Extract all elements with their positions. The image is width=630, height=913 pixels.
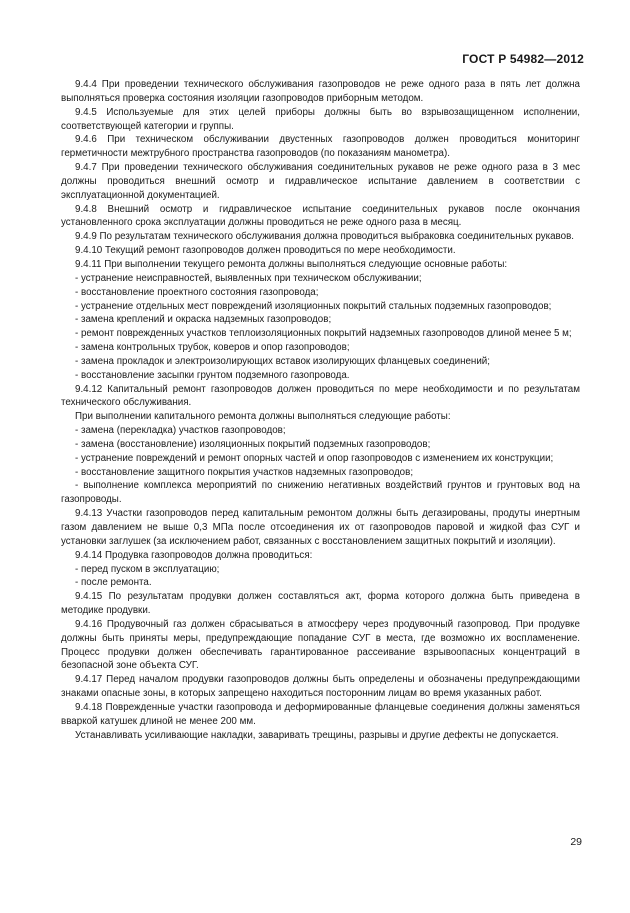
document-header: ГОСТ Р 54982—2012 xyxy=(462,52,584,66)
paragraph: 9.4.11 При выполнении текущего ремонта должны выполняться следующие основные работы: xyxy=(75,258,508,270)
list-item: - ремонт поврежденных участков теплоизоляционных покрытий надземных газопроводов длиной менее 5 м; xyxy=(75,328,572,340)
paragraph: 9.4.5 Используемые для этих целей приборы должны быть во взрывозащищенном исполнении, соответствующей категории и группы. xyxy=(61,106,580,132)
list-item: - восстановление засыпки грунтом подземного газопровода. xyxy=(75,369,350,381)
paragraph: 9.4.15 По результатам продувки должен составляться акт, форма которого должна быть приведена в методике продувки. xyxy=(61,591,580,617)
list-item: - выполнение комплекса мероприятий по снижению негативных воздействий грунтов и грунтовых вод на газопроводы. xyxy=(61,480,580,506)
list-item: - восстановление проектного состояния газопровода; xyxy=(75,286,319,298)
list-item: - замена контрольных трубок, коверов и опор газопроводов; xyxy=(75,342,350,354)
paragraph: 9.4.8 Внешний осмотр и гидравлическое испытание соединительных рукавов после окончания установленного срока эксплуатации должны проводиться не реже одного раза в месяц. xyxy=(61,203,580,229)
list-item: - после ремонта. xyxy=(75,577,152,589)
list-item: - восстановление защитного покрытия участков надземных газопроводов; xyxy=(75,466,414,478)
paragraph: При выполнении капитального ремонта должны выполняться следующие работы: xyxy=(75,411,451,423)
paragraph: 9.4.17 Перед началом продувки газопроводов должны быть определены и обозначены предупреждающими знаками опасные зоны, в которых запрещено находиться посторонним лицам во время указанных работ. xyxy=(61,674,580,700)
list-item: - замена (восстановление) изоляционных покрытий подземных газопроводов; xyxy=(75,438,431,450)
paragraph: Устанавливать усиливающие накладки, заваривать трещины, разрывы и другие дефекты не допускается. xyxy=(75,729,559,741)
paragraph: 9.4.13 Участки газопроводов перед капитальным ремонтом должны быть дегазированы, продуты инертным газом давлением не выше 0,3 МПа после отсоединения их от газопроводов паровой и жидкой фаз СУГ и установки заглушек (за исключением работ, связанных с восстановлением защитных покрытий и изоляции). xyxy=(61,508,580,547)
list-item: - замена прокладок и электроизолирующих вставок изолирующих фланцевых соединений; xyxy=(75,355,490,367)
document-body xyxy=(61,78,580,743)
paragraph: 9.4.16 Продувочный газ должен сбрасываться в атмосферу через продувочный газопровод. При продувке должны быть приняты меры, предупреждающие попадание СУГ в места, где возможно их воспламенение. Процесс продувки должен обеспечивать гарантированное рассеивание взрывоопасных концентраций в безопасной зоне объекта СУГ. xyxy=(61,618,580,672)
list-item: - перед пуском в эксплуатацию; xyxy=(75,563,220,575)
paragraph: 9.4.7 При проведении технического обслуживания соединительных рукавов не реже одного раза в 3 мес должны проводиться внешний осмотр и гидравлическое испытание давлением в соответствии с эксплуатационной документацией. xyxy=(61,162,580,201)
paragraph: 9.4.10 Текущий ремонт газопроводов должен проводиться по мере необходимости. xyxy=(75,245,456,257)
paragraph: 9.4.6 При техническом обслуживании двустенных газопроводов должен проводиться мониторинг герметичности межтрубного пространства газопроводов (по показаниям манометра). xyxy=(61,134,580,160)
paragraph: 9.4.12 Капитальный ремонт газопроводов должен проводиться по мере необходимости и по результатам технического обслуживания. xyxy=(61,383,580,409)
paragraph: 9.4.9 По результатам технического обслуживания должна проводиться выбраковка соединительных рукавов. xyxy=(75,231,575,243)
list-item: - замена креплений и окраска надземных газопроводов; xyxy=(75,314,332,326)
paragraph: 9.4.18 Поврежденные участки газопровода и деформированные фланцевые соединения должны заменяться вваркой катушек длиной не менее 200 мм. xyxy=(61,701,580,727)
page-number: 29 xyxy=(570,836,582,848)
list-item: - замена (перекладка) участков газопроводов; xyxy=(75,425,286,437)
list-item: - устранение неисправностей, выявленных при техническом обслуживании; xyxy=(75,272,422,284)
paragraph: 9.4.4 При проведении технического обслуживания газопроводов не реже одного раза в пять лет должна выполняться проверка состояния изоляции газопроводов приборным методом. xyxy=(61,79,580,104)
paragraph: 9.4.14 Продувка газопроводов должна проводиться: xyxy=(75,549,313,561)
list-item: - устранение повреждений и ремонт опорных частей и опор газопроводов с изменением их конструкции; xyxy=(75,452,554,464)
list-item: - устранение отдельных мест повреждений изоляционных покрытий стальных подземных газопроводов; xyxy=(75,300,552,312)
